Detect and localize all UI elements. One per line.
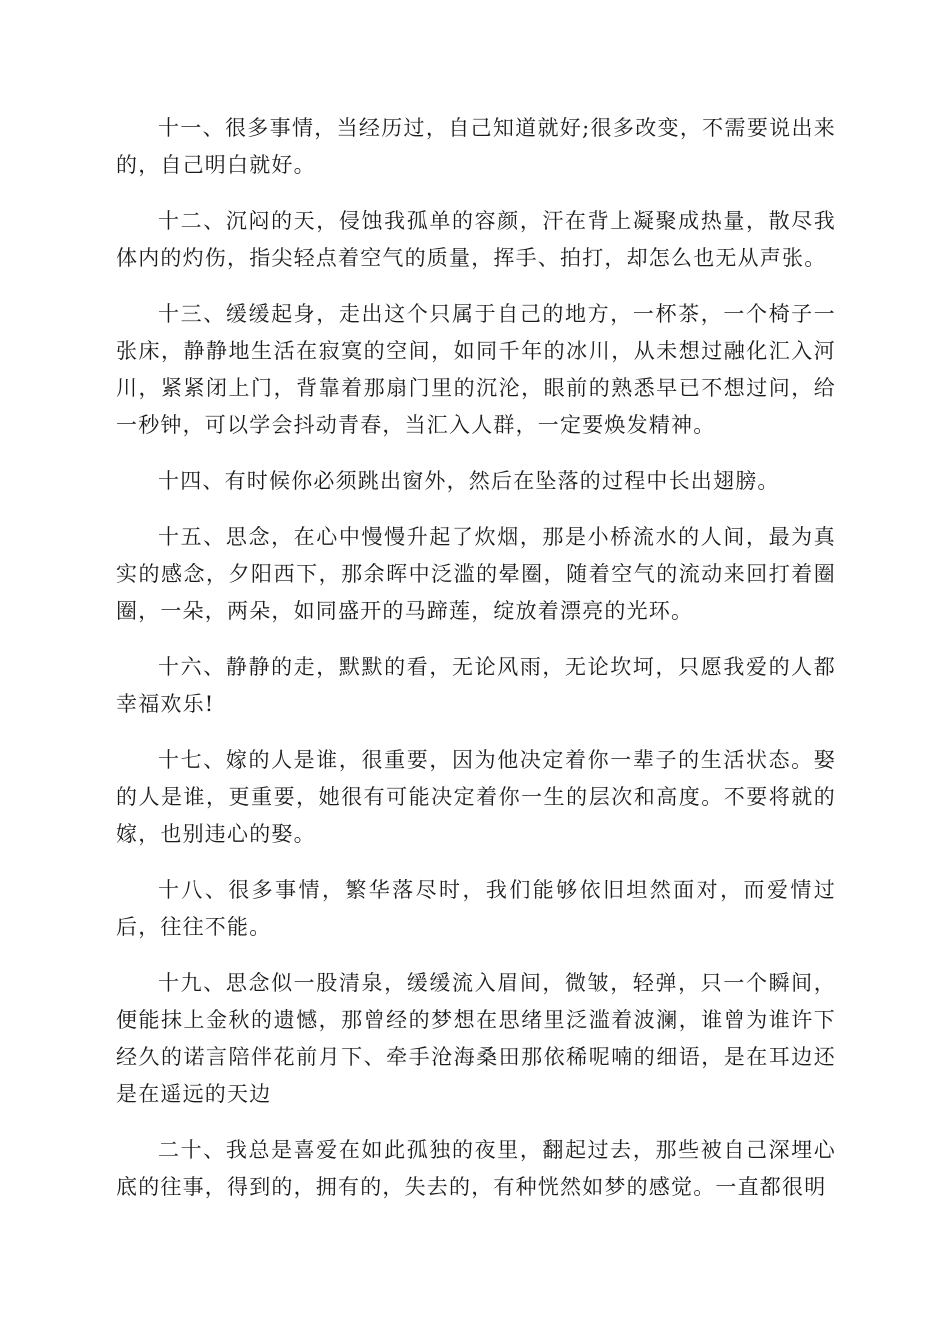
- paragraph-16: 十六、静静的走，默默的看，无论风雨，无论坎坷，只愿我爱的人都幸福欢乐!: [116, 655, 836, 716]
- paragraph-20: 二十、我总是喜爱在如此孤独的夜里，翻起过去，那些被自己深埋心底的往事，得到的，拥有的，失去的，有种恍然如梦的感觉。一直都很明: [116, 1138, 836, 1199]
- paragraph-19: 十九、思念似一股清泉，缓缓流入眉间，微皱，轻弹，只一个瞬间，便能抹上金秋的遗憾，那曾经的梦想在思绪里泛滥着波澜，谁曾为谁许下经久的诺言陪伴花前月下、牵手沧海桑田那依稀呢喃的细语，是在耳边还是在遥远的天边: [116, 971, 836, 1106]
- document-body: [116, 110, 836, 1225]
- paragraph-18: 十八、很多事情，繁华落尽时，我们能够依旧坦然面对，而爱情过后，往往不能。: [116, 878, 836, 939]
- paragraph-17: 十七、嫁的人是谁，很重要，因为他决定着你一辈子的生活状态。娶的人是谁，更重要，她很有可能决定着你一生的层次和高度。不要将就的嫁，也别违心的娶。: [116, 748, 836, 846]
- paragraph-13: 十三、缓缓起身，走出这个只属于自己的地方，一杯茶，一个椅子一张床，静静地生活在寂寞的空间，如同千年的冰川，从未想过融化汇入河川，紧紧闭上门，背靠着那扇门里的沉沦，眼前的熟悉早已不想过问，给一秒钟，可以学会抖动青春，当汇入人群，一定要焕发精神。: [116, 302, 836, 437]
- paragraph-11: 十一、很多事情，当经历过，自己知道就好;很多改变，不需要说出来的，自己明白就好。: [116, 116, 836, 177]
- paragraph-14: 十四、有时候你必须跳出窗外，然后在坠落的过程中长出翅膀。: [158, 469, 780, 493]
- paragraph-12: 十二、沉闷的天，侵蚀我孤单的容颜，汗在背上凝聚成热量，散尽我体内的灼伤，指尖轻点着空气的质量，挥手、拍打，却怎么也无从声张。: [116, 209, 836, 270]
- paragraph-15: 十五、思念，在心中慢慢升起了炊烟，那是小桥流水的人间，最为真实的感念，夕阳西下，那余晖中泛滥的晕圈，随着空气的流动来回打着圈圈，一朵，两朵，如同盛开的马蹄莲，绽放着漂亮的光环。: [116, 525, 836, 623]
